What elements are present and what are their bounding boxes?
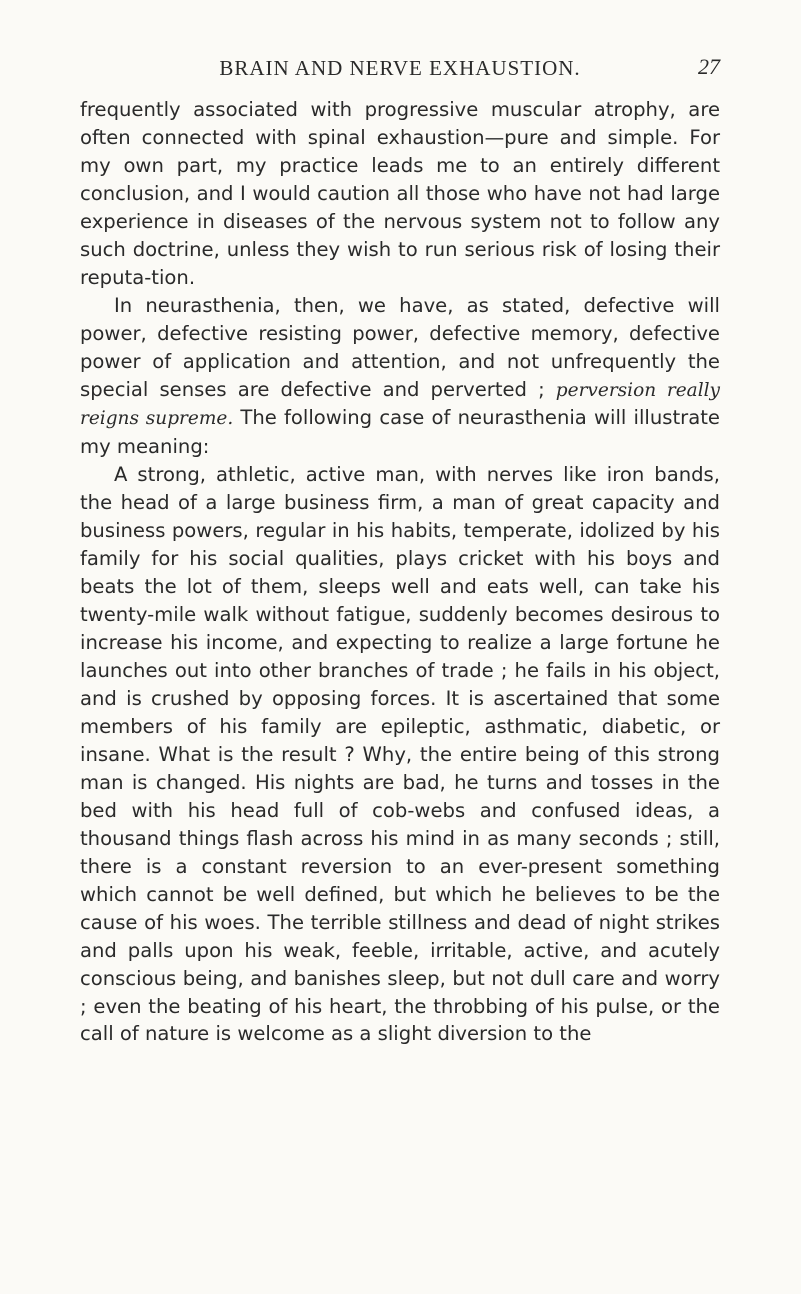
body-text [80, 96, 720, 1048]
paragraph-text: In neurasthenia, then, we have, as stated, defective will power, defective resisting power, defective memory, defective power of application and attention, and not unfrequently the special senses are defective and perverted ; [80, 293, 720, 401]
running-head [80, 48, 720, 88]
emphasis-text: perversion really reigns supreme. [80, 379, 720, 430]
paragraph-case: A strong, athletic, active man, with nerves like iron bands, the head of a large business firm, a man of great capacity and business powers, regular in his habits, temperate, idolized by his family for his social qualities, plays cricket with his boys and beats the lot of them, sleeps well and eats well, can take his twenty-mile walk without fatigue, suddenly becomes desirous to increase his income, and expecting to realize a large fortune he launches out into other branches of trade ; he fails in his object, and is crushed by opposing forces. It is ascertained that some members of his family are epileptic, asthmatic, diabetic, or insane. What is the result ? Why, the entire being of this strong man is changed. His nights are bad, he turns and tosses in the bed with his head full of cob-webs and confused ideas, a thousand things flash across his mind in as many seconds ; still, there is a constant reversion to an ever-present something which cannot be well defined, but which he believes to be the cause of his woes. The terrible stillness and dead of night strikes and palls upon his weak, feeble, irritable, active, and acutely conscious being, and banishes sleep, but not dull care and worry ; even the beating of his heart, the throbbing of his pulse, or the call of nature is welcome as a slight diversion to the [80, 463, 720, 1046]
paragraph-continuation: frequently associated with progressive muscular atrophy, are often connected with spinal exhaustion—pure and simple. For my own part, my practice leads me to an entirely different conclusion, and I would caution all those who have not had large experience in diseases of the nervous system not to follow any such doctrine, unless they wish to run serious risk of losing their reputa-tion. [80, 98, 720, 289]
running-title: BRAIN AND NERVE EXHAUSTION. [219, 56, 581, 80]
paragraph-text: The following case of neurasthenia will illustrate my meaning: [80, 406, 720, 459]
paragraph-neurasthenia [80, 292, 720, 462]
page-number: 27 [698, 54, 720, 79]
